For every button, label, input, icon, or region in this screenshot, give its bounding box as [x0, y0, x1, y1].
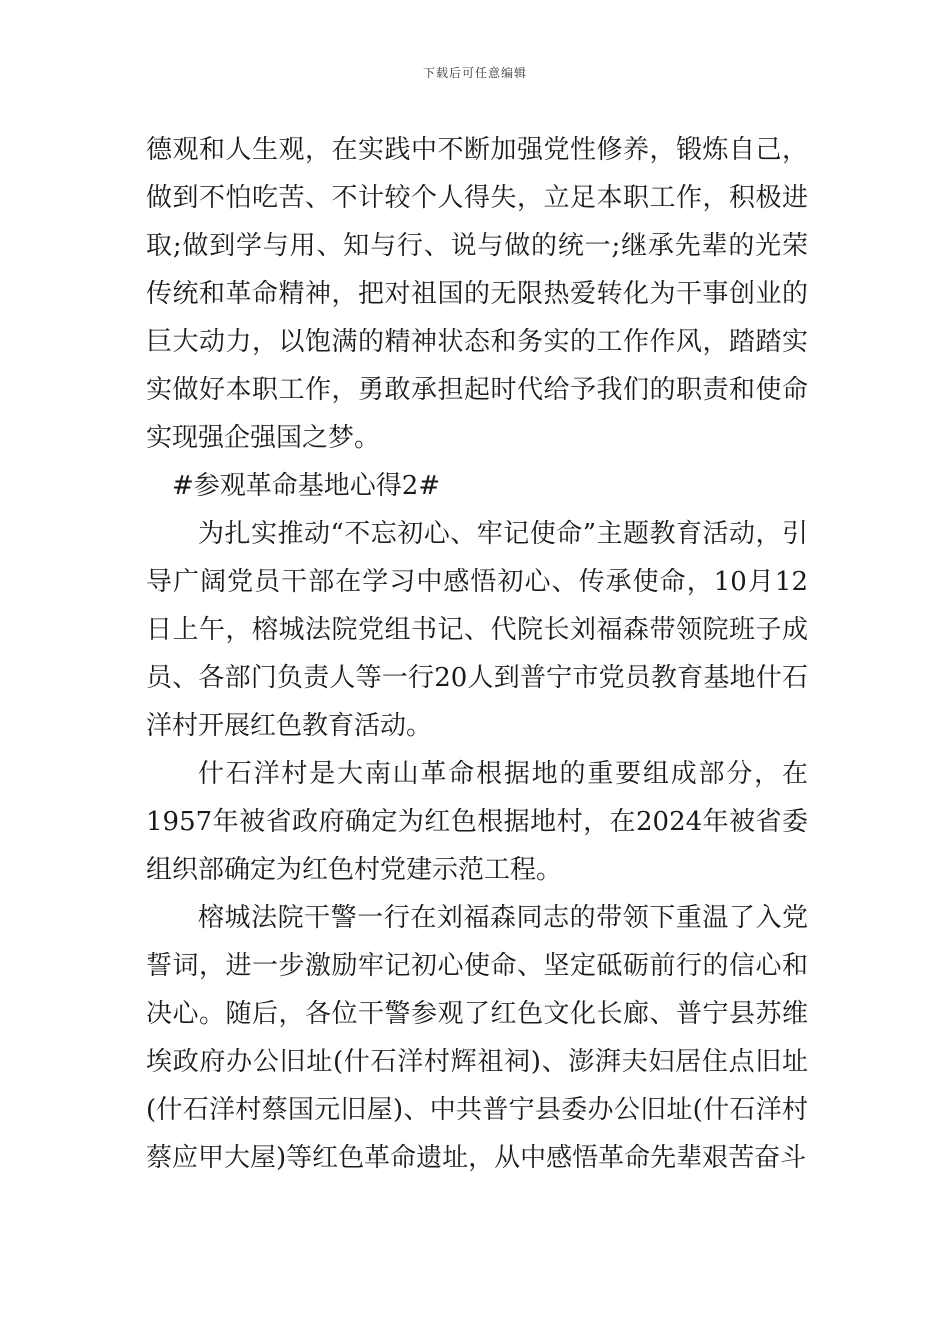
paragraph-intro: 为扎实推动“不忘初心、牢记使命”主题教育活动，引导广阔党员干部在学习中感悟初心、传承使命，10月12日上午，榕城法院党组书记、代院长刘福森带领院班子成员、各部门负责人等一行20人到普宁市党员教育基地什石洋村开展红色教育活动。 — [146, 519, 808, 741]
paragraph-continuation: 德观和人生观，在实践中不断加强党性修养，锻炼自己，做到不怕吃苦、不计较个人得失，立足本职工作，积极进取;做到学与用、知与行、说与做的统一;继承先辈的光荣传统和革命精神，把对祖国的无限热爱转化为干事创业的巨大动力，以饱满的精神状态和务实的工作作风，踏踏实实做好本职工作，勇敢承担起时代给予我们的职责和使命实现强企强国之梦。 — [146, 135, 808, 453]
paragraph-village: 什石洋村是大南山革命根据地的重要组成部分，在1957年被省政府确定为红色根据地村，在2024年被省委组织部确定为红色村党建示范工程。 — [146, 759, 808, 885]
document-body — [146, 126, 808, 1182]
paragraph-visit: 榕城法院干警一行在刘福森同志的带领下重温了入党誓词，进一步激励牢记初心使命、坚定砥砺前行的信心和决心。随后，各位干警参观了红色文化长廊、普宁县苏维埃政府办公旧址(什石洋村辉祖祠)、澎湃夫妇居住点旧址(什石洋村蔡国元旧屋)、中共普宁县委办公旧址(什石洋村蔡应甲大屋)等红色革命遗址，从中感悟革命先辈艰苦奋斗 — [146, 903, 808, 1173]
section-heading: #参观革命基地心得2# — [172, 471, 441, 501]
page-header: 下载后可任意编辑 — [422, 66, 527, 80]
